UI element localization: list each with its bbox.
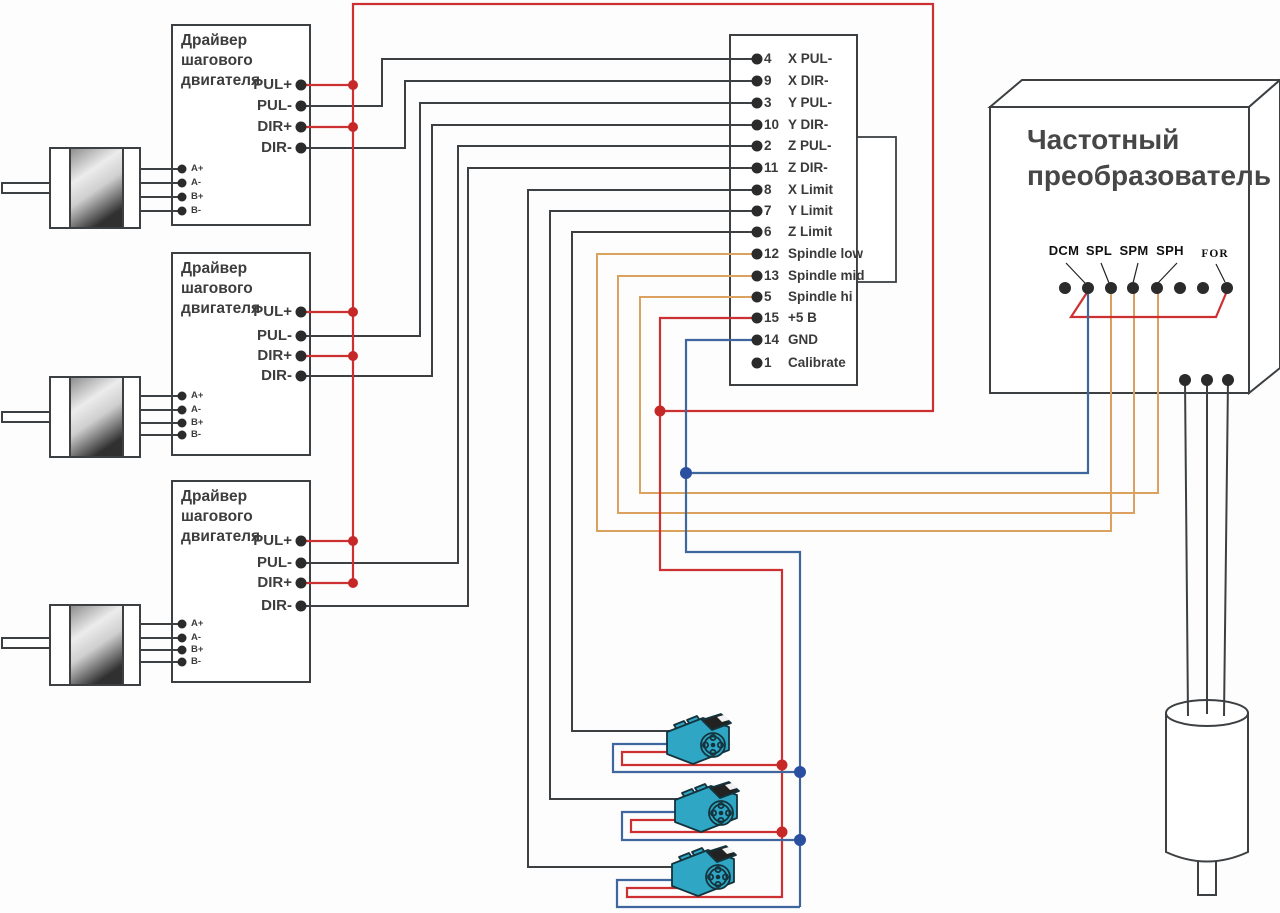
driver-2-title: Драйвер шагового двигателя bbox=[181, 260, 261, 317]
driver-3-dir-plus: DIR+ bbox=[257, 574, 292, 591]
driver-2-dir-plus: DIR+ bbox=[257, 347, 292, 364]
driver-1-a-plus: A+ bbox=[191, 163, 204, 174]
driver-1-pul-minus: PUL- bbox=[257, 97, 292, 114]
driver-1-b-plus: B+ bbox=[191, 191, 204, 202]
vfd-terminal-sph: SPH bbox=[1156, 243, 1184, 258]
driver-2-a-plus: A+ bbox=[191, 390, 204, 401]
driver-1-a-minus: A- bbox=[191, 177, 202, 188]
driver-3-pul-minus: PUL- bbox=[257, 554, 292, 571]
proximity-sensor-2 bbox=[675, 782, 739, 832]
stepper-motor-2 bbox=[2, 377, 140, 457]
vfd-terminal-for: FOR bbox=[1201, 248, 1229, 260]
driver-1-pul-plus: PUL+ bbox=[253, 76, 292, 93]
pin-row-11: 11 Z DIR- bbox=[764, 160, 828, 175]
wire-x-dir bbox=[301, 81, 757, 148]
stepper-motor-1 bbox=[2, 148, 140, 228]
driver-2-pul-plus: PUL+ bbox=[253, 303, 292, 320]
pin-row-8: 8 X Limit bbox=[764, 182, 834, 197]
vfd-terminal-spm: SPM bbox=[1119, 243, 1149, 258]
driver-1-title: Драйвер шагового двигателя bbox=[181, 32, 261, 89]
driver-2-b-plus: B+ bbox=[191, 417, 204, 428]
pin-row-1: 1 Calibrate bbox=[764, 355, 846, 370]
driver-3-a-plus: A+ bbox=[191, 618, 204, 629]
pin-row-10: 10 Y DIR- bbox=[764, 117, 829, 132]
spindle-power-wires bbox=[1185, 380, 1228, 716]
driver-3-a-minus: A- bbox=[191, 632, 202, 643]
driver-1-dir-plus: DIR+ bbox=[257, 118, 292, 135]
stepper-motor-3 bbox=[2, 605, 140, 685]
driver-3-dir-minus: DIR- bbox=[261, 597, 292, 614]
pin-row-15: 15 +5 В bbox=[764, 310, 817, 325]
driver-2-b-minus: B- bbox=[191, 429, 202, 440]
pin-row-5: 5 Spindle hi bbox=[764, 289, 853, 304]
vfd-terminal-spl: SPL bbox=[1085, 243, 1113, 258]
pin-row-12: 12 Spindle low bbox=[764, 246, 864, 261]
pin-row-14: 14 GND bbox=[764, 332, 818, 347]
proximity-sensor-1 bbox=[667, 714, 731, 764]
wire-x-pul bbox=[301, 59, 757, 106]
proximity-sensor-3 bbox=[672, 846, 736, 896]
driver-3-b-minus: B- bbox=[191, 656, 202, 667]
pin-row-6: 6 Z Limit bbox=[764, 224, 833, 239]
vfd-terminal-dcm: DCM bbox=[1048, 243, 1080, 258]
driver-3-title: Драйвер шагового двигателя bbox=[181, 488, 261, 545]
pin-row-3: 3 Y PUL- bbox=[764, 95, 833, 110]
driver-1-dir-minus: DIR- bbox=[261, 139, 292, 156]
wire-y-limit bbox=[550, 211, 757, 799]
driver-3-b-plus: B+ bbox=[191, 644, 204, 655]
driver-2-pul-minus: PUL- bbox=[257, 327, 292, 344]
pin-row-9: 9 X DIR- bbox=[764, 73, 829, 88]
pin-row-2: 2 Z PUL- bbox=[764, 138, 832, 153]
driver-1-b-minus: B- bbox=[191, 205, 202, 216]
driver-2-a-minus: A- bbox=[191, 404, 202, 415]
pin-row-7: 7 Y Limit bbox=[764, 203, 833, 218]
pin-row-4: 4 X PUL- bbox=[764, 51, 833, 66]
driver-2-dir-minus: DIR- bbox=[261, 367, 292, 384]
driver-3-pul-plus: PUL+ bbox=[253, 532, 292, 549]
spindle-motor bbox=[1166, 700, 1248, 895]
vfd-title: Частотный преобразователь bbox=[1027, 124, 1272, 191]
pin-row-13: 13 Spindle mid bbox=[764, 268, 865, 283]
